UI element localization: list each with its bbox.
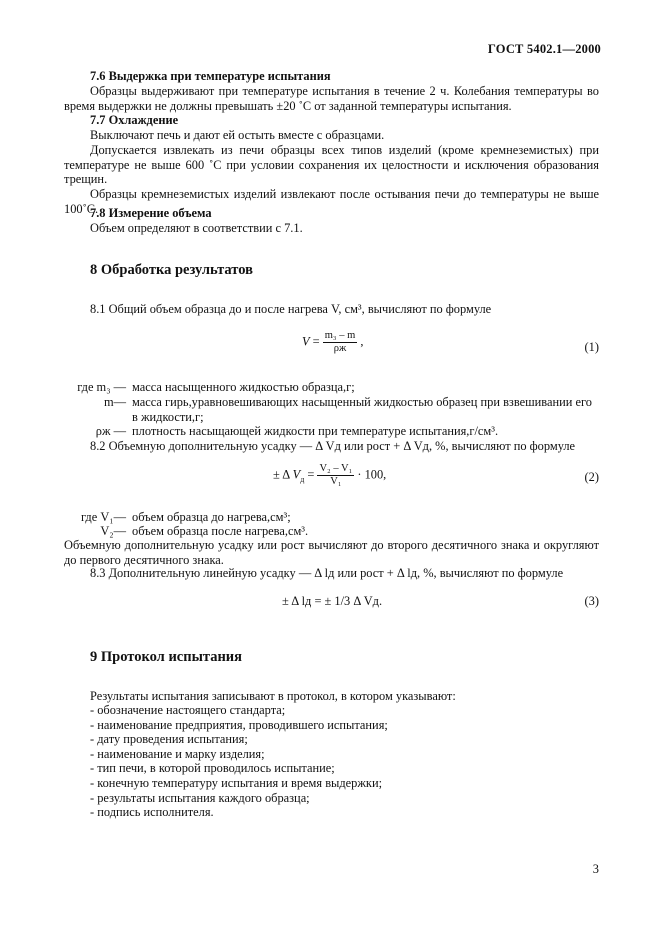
section-7-7-p1: Выключают печь и дают ей остыть вместе с образцами. <box>90 128 385 142</box>
formula-3-number: (3) <box>584 594 599 608</box>
formula-2-tail: · 100, <box>357 467 387 482</box>
section-8-2-text: 8.2 Объемную дополнительную усадку — Δ Vд или рост + Δ Vд, %, вычисляют по формуле <box>90 439 576 453</box>
section-9-intro: Результаты испытания записывают в протокол, в котором указывают: <box>90 689 456 703</box>
formula-1-numerator: m₃ – m <box>324 330 356 341</box>
formula-2-numerator: V₂ – V₁ <box>319 463 353 474</box>
formula-3: ± Δ lд = ± 1/3 Δ Vд. <box>282 594 383 608</box>
section-8-1-text: 8.1 Общий объем образца до и после нагрева V, см³, вычисляют по формуле <box>90 302 492 316</box>
protocol-list <box>90 703 388 820</box>
formula-1-denominator: ρж <box>333 343 347 354</box>
list-item: - результаты испытания каждого образца; <box>90 790 310 805</box>
section-7-7-title: 7.7 Охлаждение <box>90 113 179 127</box>
section-8-heading: 8 Обработка результатов <box>90 262 253 278</box>
list-item: - дату проведения испытания; <box>90 732 248 747</box>
list-item: - конечную температуру испытания и время выдержки; <box>90 775 383 790</box>
section-9-heading: 9 Протокол испытания <box>90 649 243 665</box>
formula-2-denominator: V₁ <box>330 476 342 487</box>
document-page: ГОСТ 5402.1—2000 7.6 Выдержка при температуре испытания Образцы выдерживают при температуре испытания в течение 2 ч. Колебания температуры во время выдержки не должны превышать ±20 ˚С от заданной температуры испытания. 7.7 Охлаждение Выключают печь и дают ей остыть вместе с образцами. Допускается извлекать из печи образцы всех типов изделий (кроме кремнеземистых) при температуре не выше 600 ˚С при условии сохранения их целостности и исключения образования трещин. Образцы кремнеземистых изделий извлекают после остывания печи до температуры не выше 100˚С. 7.8 Измерение объема Объем определяют в соответствии с 7.1. 8 Обработка результатов 8.1 Общий объем образца до и после нагрева V, см³, вычисляют по формуле V = $\frac{\text{m₃ – m}}{\rho ж}$ , (1) где m₃ — масса насыщенного жидкостью образца,г; m— масса гирь,уравновешивающих насыщенный жидкостью образец при взвешивании его в жидкости,г; ρж — плотность насыщающей жидкости при температуре испытания,г/см³. 8.2 Объемную дополнительную усадку — Δ Vд или рост + Δ Vд, %, вычисляют по формуле ± Δ $V_д$ = $\frac{\text{V₂ – V₁}}{\text{V₁}}$ · 100, (2) где V₁— объем образца до нагрева,см³; V₂— объем образца после нагрева,см³. Объемную дополнительную усадку или рост вычисляют до второго десятичного знака и округляют до первого десятичного знака. 8.3 Дополнительную линейную усадку — Δ lд или рост + Δ lд, %, вычисляют по формуле ± Δ lд = ± 1/3 Δ Vд. (3) 9 Протокол испытания Результаты испытания записывают в протокол, в котором указывают: - обозначение настоящего стандарта; - наименование предприятия, проводившего испытания; - дату проведения испытания; - наименование и марку изделия; - тип печи, в которой проводилось испытание; - конечную температуру испытания и время выдержки; - результаты испытания каждого образца; - подпись исполнителя. 3 <box>64 42 601 876</box>
section-7-7-p3: Образцы кремнеземистых изделий извлекают после остывания печи до температуры не выше 100˚С. <box>64 187 599 216</box>
section-8-3-text: 8.3 Дополнительную линейную усадку — Δ lд или рост + Δ lд, %, вычисляют по формуле <box>90 566 564 580</box>
formula-2-number: (2) <box>584 470 599 484</box>
document-code: ГОСТ 5402.1—2000 <box>487 42 601 56</box>
section-8-2-rounding: Объемную дополнительную усадку или рост вычисляют до второго десятичного знака и округляют до первого десятичного знака. <box>64 538 599 567</box>
formula-2: ± Δ $V_д$ = $\frac{\text{V₂ – V₁}}{\text{V₁}}$ · 100, <box>273 463 387 487</box>
formula-1: V = $\frac{\text{m₃ – m}}{\rho ж}$ , <box>302 330 364 354</box>
formula-1-number: (1) <box>584 340 599 354</box>
list-item: - наименование предприятия, проводившего испытания; <box>90 717 388 732</box>
list-item: - подпись исполнителя. <box>90 805 214 820</box>
section-7-6-title: 7.6 Выдержка при температуре испытания <box>90 69 331 83</box>
section-7-7-p2: Допускается извлекать из печи образцы всех типов изделий (кроме кремнеземистых) при температуре не выше 600 ˚С при условии сохранения их целостности и исключения образования трещин. <box>64 143 599 187</box>
list-item: - тип печи, в которой проводилось испытание; <box>90 761 335 776</box>
section-7-8-text: Объем определяют в соответствии с 7.1. <box>90 221 303 235</box>
page-number: 3 <box>592 862 599 876</box>
list-item: - обозначение настоящего стандарта; <box>90 703 286 717</box>
section-7-6-text: Образцы выдерживают при температуре испытания в течение 2 ч. Колебания температуры во время выдержки не должны превышать ±20 ˚С от заданной температуры испытания. <box>64 84 599 113</box>
section-7-8-title: 7.8 Измерение объема <box>90 206 212 220</box>
list-item: - наименование и марку изделия; <box>90 746 265 761</box>
